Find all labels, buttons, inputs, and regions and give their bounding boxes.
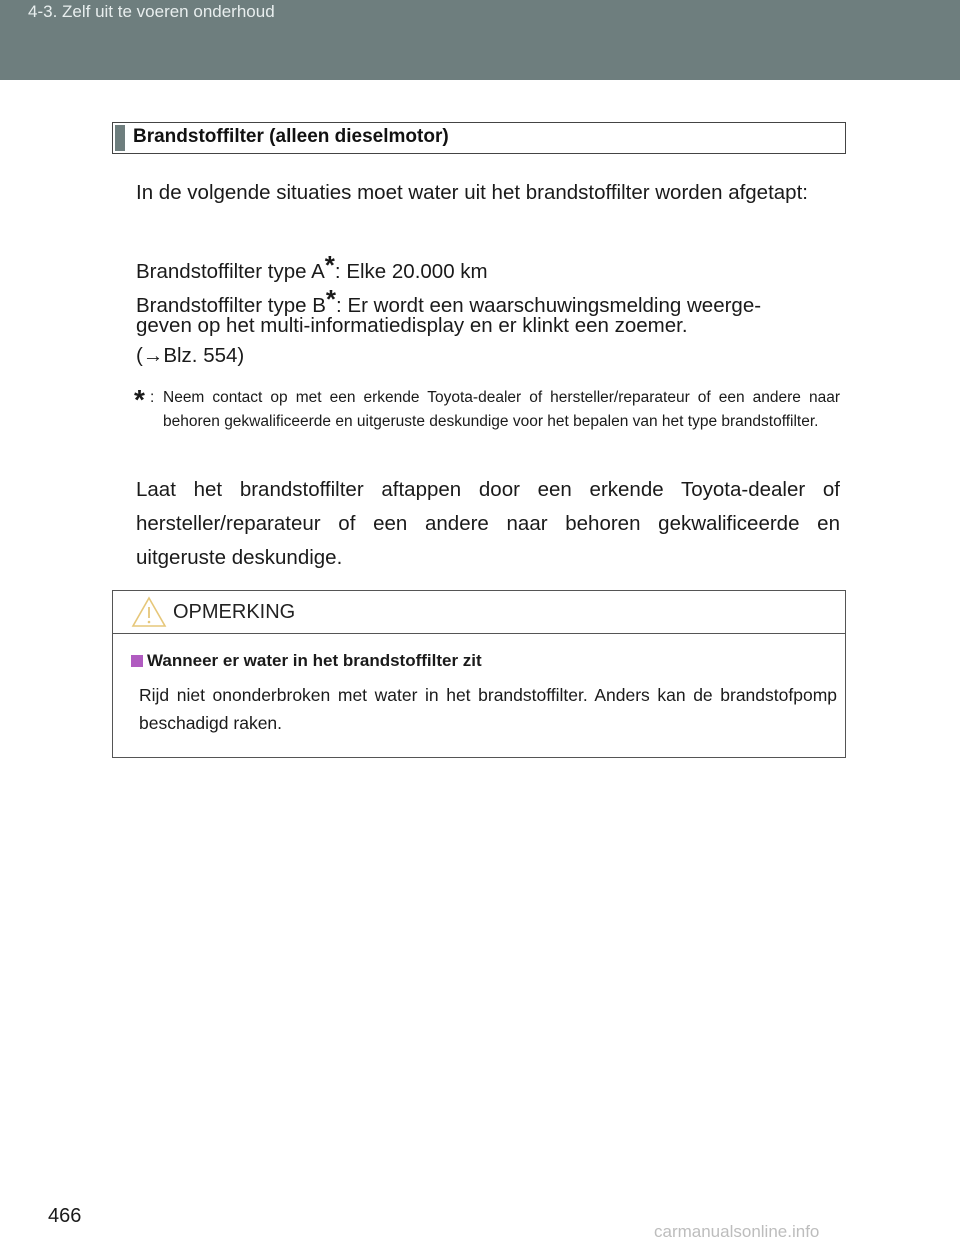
type-b-value: : Er wordt een waarschuwingsmelding weerge-: [336, 294, 762, 317]
type-a-line: [136, 250, 488, 285]
watermark: carmanualsonline.info: [654, 1222, 820, 1241]
note-subtitle: Wanneer er water in het brandstoffilter zit: [147, 651, 482, 670]
note-title: OPMERKING: [173, 601, 296, 623]
type-b-continuation: geven op het multi-informatiedisplay en er klinkt een zoemer.: [136, 314, 688, 337]
instruction-paragraph: [136, 473, 840, 575]
chapter-title: 4-3. Zelf uit te voeren onderhoud: [28, 2, 275, 21]
type-a-asterisk: *: [324, 250, 335, 280]
note-header: [113, 591, 845, 634]
type-a-value: : Elke 20.000 km: [334, 260, 488, 283]
header-bar: [0, 0, 960, 80]
note-text: Rijd niet ononderbroken met water in het brandstoffilter. Anders kan de brandstofpomp beschadigd raken.: [139, 685, 837, 733]
page-number: 466: [48, 1205, 82, 1227]
section-heading-accent: [115, 125, 125, 151]
type-a-label: Brandstoffilter type A: [136, 260, 325, 283]
type-b-asterisk: *: [325, 284, 337, 314]
note-box: [112, 590, 846, 758]
footnote-text: Neem contact op met een erkende Toyota-dealer of hersteller/reparateur of een andere naar behoren gekwalificeerde en uitgeruste deskundige voor het bepalen van het type brandstoffilter.: [163, 389, 840, 430]
footnote-asterisk: *: [134, 384, 145, 415]
intro-paragraph: [136, 176, 840, 210]
instruction-text: Laat het brandstoffilter aftappen door een erkende Toyota-dealer of hersteller/reparateur of een andere naar behoren gekwalificeerde en uitgeruste deskundige.: [136, 478, 840, 569]
footnote-colon: :: [150, 389, 155, 406]
page-reference-link[interactable]: (→Blz. 554): [136, 344, 245, 367]
section-heading: [112, 122, 846, 154]
intro-text: In de volgende situaties moet water uit het brandstoffilter worden afgetapt:: [136, 181, 808, 204]
note-bullet-square: [131, 655, 143, 667]
section-title: Brandstoffilter (alleen dieselmotor): [133, 126, 449, 147]
type-b-label: Brandstoffilter type B: [136, 294, 326, 317]
warning-triangle-icon: [131, 595, 167, 629]
